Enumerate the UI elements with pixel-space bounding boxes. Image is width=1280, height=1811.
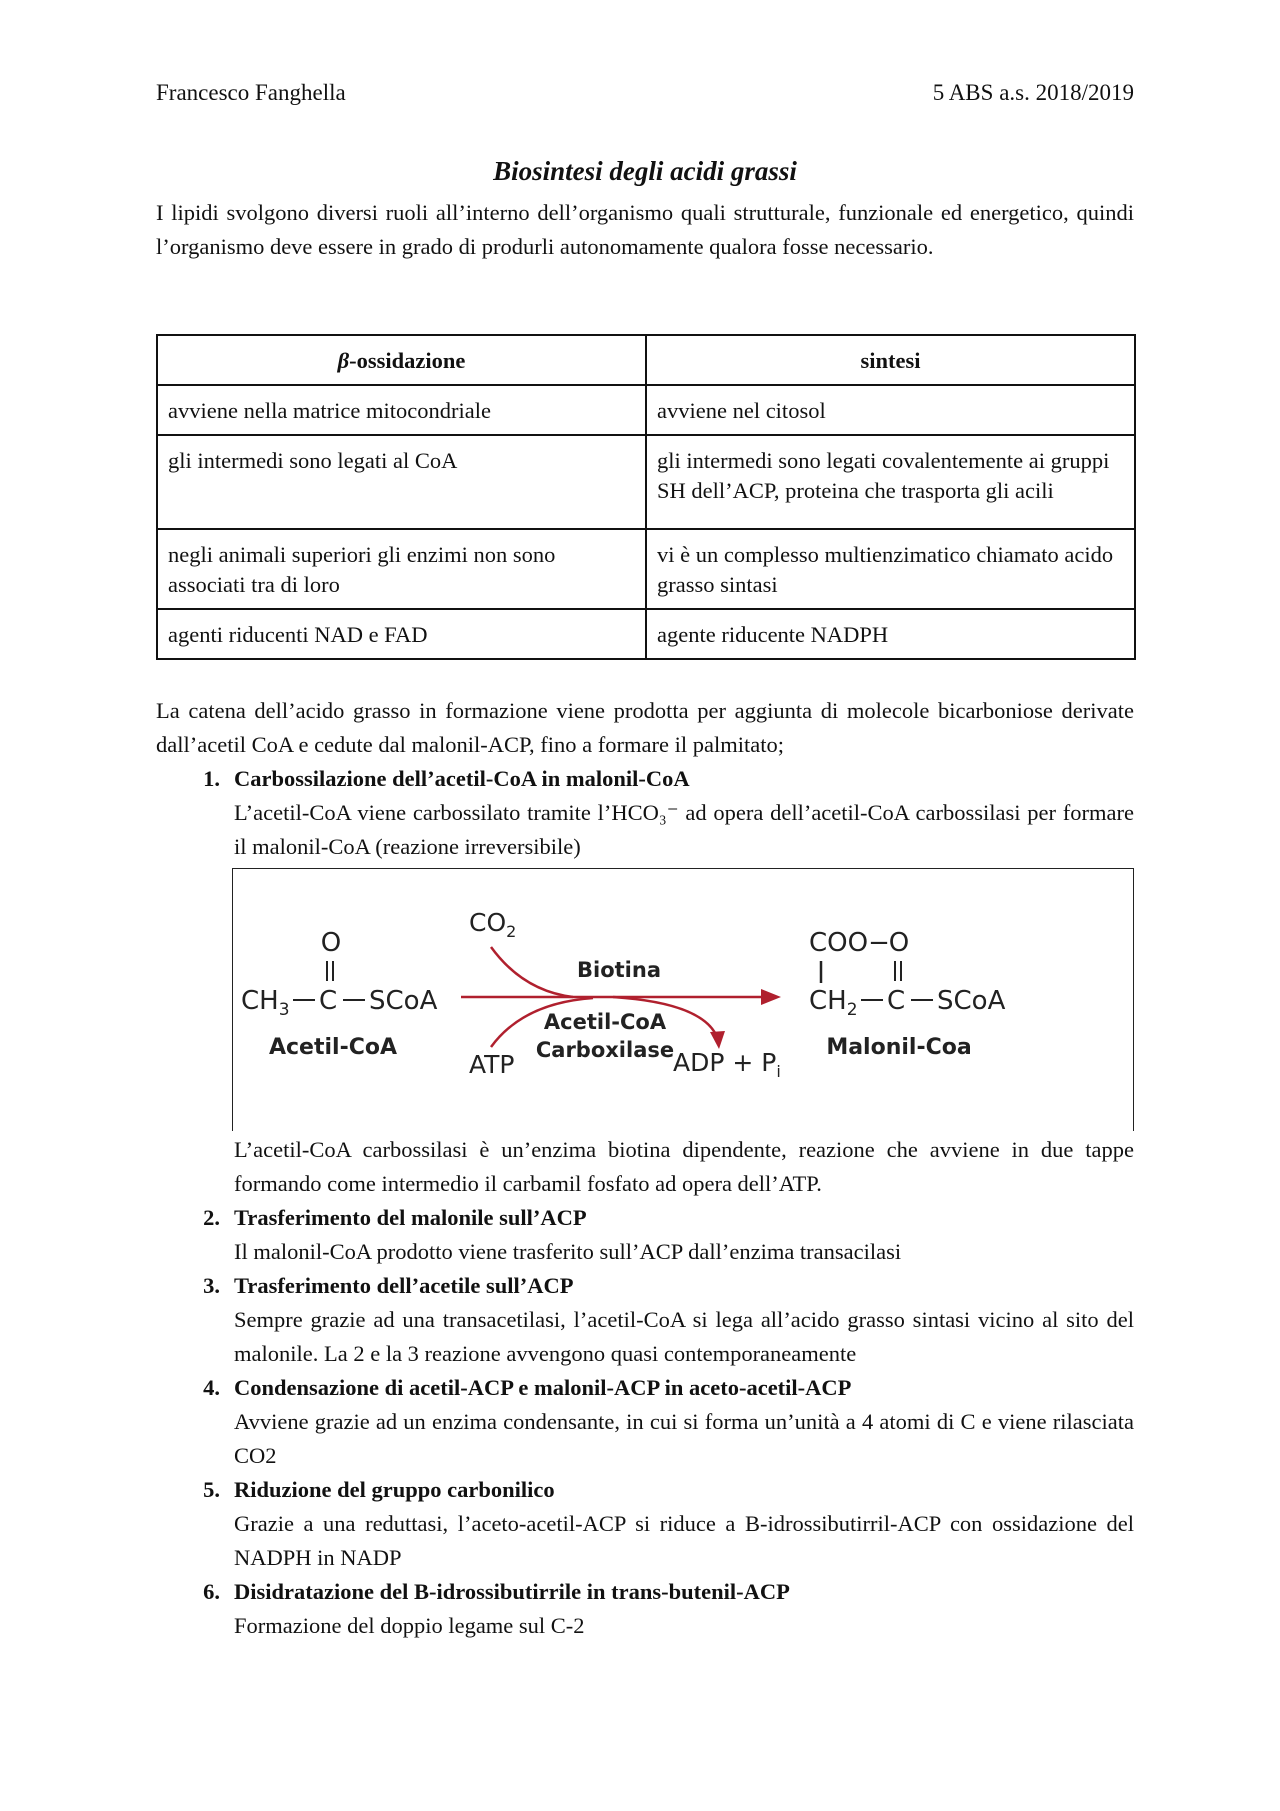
step-text: L’acetil-CoA viene carbossilato tramite l’HCO₃⁻ ad opera dell’acetil-CoA carbossilasi per formare il malonil-CoA (reazione irreversibile) (234, 800, 1134, 859)
table-row (157, 529, 1135, 609)
table-cell: agenti riducenti NAD e FAD (157, 609, 646, 659)
comparison-table (156, 334, 1136, 660)
reaction-figure (232, 868, 1134, 1131)
scoa-right: SCoA (937, 986, 1006, 1016)
table-row (157, 435, 1135, 529)
step-title: Trasferimento del malonile sull’ACP (234, 1205, 587, 1230)
enzyme-label-line2: Carboxilase (535, 1038, 675, 1062)
carbonyl-oxygen-left: O (320, 928, 342, 958)
carboxylate-group: COO− (809, 928, 890, 958)
list-item (156, 1575, 1134, 1643)
document-title: Biosintesi degli acidi grassi (493, 156, 797, 186)
carboxylation-diagram (233, 869, 1133, 1131)
step-text: Avviene grazie ad un enzima condensante, in cui si forma un’unità a 4 atomi di C e viene rilasciata CO2 (234, 1409, 1134, 1468)
step-text: Sempre grazie ad una transacetilasi, l’acetil-CoA si lega all’acido grasso sintasi vicino al sito del malonile. La 2 e la 3 reazione avvengono quasi contemporaneamente (234, 1307, 1134, 1366)
ch2-group: $CH_2$ (809, 986, 858, 1020)
ch3-group: $CH_3$ (241, 986, 290, 1020)
step-text: Grazie a una reduttasi, l’aceto-acetil-ACP si riduce a B-idrossibutirril-ACP con ossidazione del NADPH in NADP (234, 1511, 1134, 1570)
step-number: 2. (203, 1205, 220, 1230)
co2-input-arrow (491, 947, 573, 997)
step-number: 1. (203, 766, 220, 791)
step-title: Condensazione di acetil-ACP e malonil-ACP in aceto-acetil-ACP (234, 1375, 852, 1400)
table-header-beta-oxidation: β-ossidazione (157, 335, 646, 385)
enzyme-label-line1: Acetil-CoA (543, 1010, 667, 1034)
step-title: Disidratazione del B-idrossibutirrile in trans-butenil-ACP (234, 1579, 790, 1604)
acetyl-coa-label: Acetil-CoA (268, 1035, 398, 1060)
step-text-continued: L’acetil-CoA carbossilasi è un’enzima biotina dipendente, reazione che avviene in due tappe formando come intermedio il carbamil fosfato ad opera dell’ATP. (234, 1137, 1134, 1196)
step-title: Carbossilazione dell’acetil-CoA in malonil-CoA (234, 766, 690, 791)
table-cell: gli intermedi sono legati covalentemente ai gruppi SH dell’ACP, proteina che trasporta gli acili (646, 435, 1135, 529)
table-header-row (157, 335, 1135, 385)
carbonyl-oxygen-right: O (888, 928, 910, 958)
step-number: 5. (203, 1477, 220, 1502)
table-cell: gli intermedi sono legati al CoA (157, 435, 646, 529)
table-row (157, 385, 1135, 435)
list-item (156, 1201, 1134, 1269)
atp-label: ATP (469, 1050, 515, 1079)
step-number: 3. (203, 1273, 220, 1298)
list-item (156, 1473, 1134, 1575)
step-title: Trasferimento dell’acetile sull’ACP (234, 1273, 574, 1298)
class-year: 5 ABS a.s. 2018/2019 (932, 80, 1134, 105)
table-header-synthesis: sintesi (646, 335, 1135, 385)
scoa-left: SCoA (369, 986, 438, 1016)
adp-pi-label: ADP + $P_i$ (673, 1048, 781, 1081)
chain-paragraph: La catena dell’acido grasso in formazione viene prodotta per aggiunta di molecole bicarboniose derivate dall’acetil CoA e cedute dal malonil-ACP, fino a formare il palmitato; (156, 698, 1134, 757)
list-item (156, 1371, 1134, 1473)
malonyl-coa-label: Malonil-Coa (826, 1035, 972, 1060)
list-item (156, 1269, 1134, 1371)
author-name: Francesco Fanghella (156, 80, 346, 105)
table-cell: agente riducente NADPH (646, 609, 1135, 659)
steps-list (156, 762, 1134, 1643)
step-number: 4. (203, 1375, 220, 1400)
table-row (157, 609, 1135, 659)
table-cell: vi è un complesso multienzimatico chiamato acido grasso sintasi (646, 529, 1135, 609)
page-header (156, 80, 1134, 106)
intro-paragraph: I lipidi svolgono diversi ruoli all’interno dell’organismo quali strutturale, funzionale ed energetico, quindi l’organismo deve essere in grado di produrli autonomamente qualora fosse necessario. (156, 200, 1134, 259)
table-cell: avviene nella matrice mitocondriale (157, 385, 646, 435)
biotin-label: Biotina (577, 958, 661, 982)
co2-label: $CO_2$ (469, 908, 517, 941)
table-cell: avviene nel citosol (646, 385, 1135, 435)
carbon-right: C (887, 986, 906, 1016)
step-title: Riduzione del gruppo carbonilico (234, 1477, 555, 1502)
list-item (156, 762, 1134, 1201)
step-number: 6. (203, 1579, 220, 1604)
carbon-left: C (319, 986, 338, 1016)
step-text: Formazione del doppio legame sul C-2 (234, 1613, 585, 1638)
table-cell: negli animali superiori gli enzimi non sono associati tra di loro (157, 529, 646, 609)
step-text: Il malonil-CoA prodotto viene trasferito sull’ACP dall’enzima transacilasi (234, 1239, 902, 1264)
